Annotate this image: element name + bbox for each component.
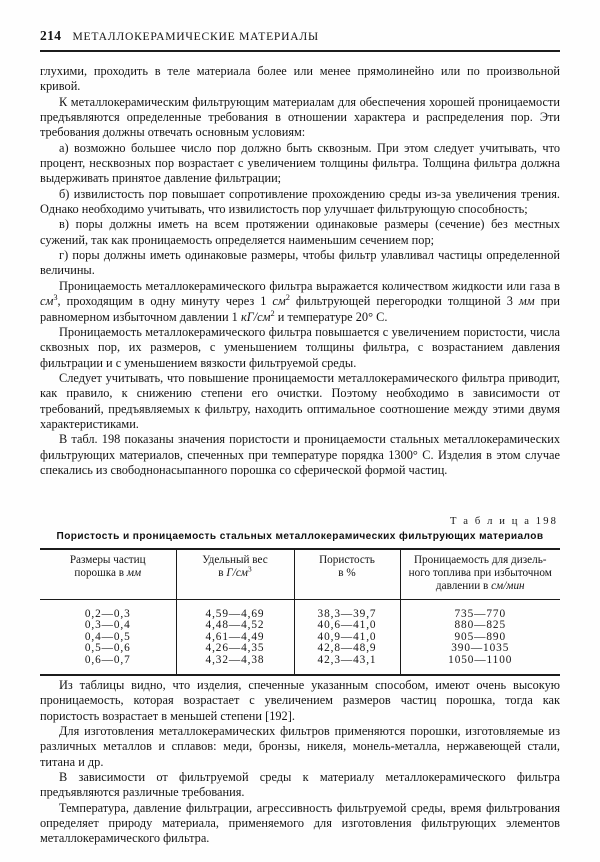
cell-permeability: 1050—1100 [400,655,560,674]
cell-permeability: 735—770 [400,599,560,620]
header-line-2: ного топлива при избыточном [408,567,552,580]
paragraph-7-permeability-definition [40,279,560,325]
cell-porosity: 40,6—41,0 [294,620,400,632]
p7-unit-kgcm2-exp: 2 [270,308,275,318]
column-header-porosity [294,549,400,599]
cell-porosity: 42,8—48,9 [294,643,400,655]
cell-particle-size: 0,6—0,7 [84,653,131,666]
running-title: МЕТАЛЛОКЕРАМИЧЕСКИЕ МАТЕРИАЛЫ [72,30,319,43]
table-row [40,655,560,674]
header-unit-gcm3: Г/см [226,567,248,580]
porosity-permeability-table [40,548,560,674]
column-header-specific-weight [176,549,294,599]
p7-unit-cm2-exp: 2 [285,293,290,303]
cell-permeability: 905—890 [400,632,560,644]
cell-specific-weight: 4,32—4,38 [176,655,294,674]
cell-particle-size: 0,3—0,4 [84,619,131,632]
header-rule [40,50,560,52]
header-line-1: Пористость [319,554,375,566]
table-bottom-rule [40,674,560,676]
paragraph-10: В табл. 198 показаны значения пористости и проницаемости стальных металлокерамических фильтрующих материалов, спеченных при температуре порядка 1300° С. Изделия в этом случае спекались из свободнонасыпанного порошка со сферической формой частиц. [40,432,560,477]
cell-porosity: 38,3—39,7 [294,599,400,620]
cell-particle-size: 0,4—0,5 [84,630,131,643]
header-line-2: порошка в [74,567,127,580]
cell-permeability: 390—1035 [400,643,560,655]
p7-part-d: при равномерном избыточном давлении 1 [40,294,560,324]
paragraph-12: Для изготовления металлокерамических фильтров применяются порошки, изготовляемые из различных металлов и сплавов: меди, бронзы, никеля, монель-металла, нержавеющей стали, титана и др. [40,724,560,769]
cell-specific-weight: 4,48—4,52 [176,620,294,632]
paragraph-11: Из таблицы видно, что изделия, спеченные указанным способом, имеют очень высокую проницаемость, которая возрастает с увеличением размеров частиц порошка, тогда как пористость возрастает в меньшей степени [192]. [40,678,560,723]
table-body [40,599,560,673]
paragraph-2: К металлокерамическим фильтрующим материалам для обеспечения хорошей проницаемости предъявляются определенные требования в отношении характера и распределения пор. Эти требования должны отвечать основным условиям: [40,94,560,140]
cell-porosity: 40,9—41,0 [294,632,400,644]
p7-unit-cm2: см [272,294,286,309]
p7-unit-cm3: см [40,294,54,309]
header-line-1: Проницаемость для дизель- [413,554,547,566]
p7-unit-mm: мм [518,294,535,309]
header-line-2: в % [338,567,356,580]
cell-specific-weight: 4,61—4,49 [176,632,294,644]
paragraph-5: в) поры должны иметь на всем протяжении одинаковые размеры (сечение) без местных сужений, так как проницаемость определяется наименьшим сечением пор; [40,217,560,247]
column-header-permeability [400,549,560,599]
paragraph-3: а) возможно большее число пор должно быть сквозным. При этом следует учитывать, что процент, несквозных пор возрастает с увеличением толщины фильтра. Толщина фильтра должна выдерживать принятое давление фильтрации; [40,140,560,186]
header-line-1: Удельный вес [202,554,268,566]
cell-particle-size: 0,5—0,6 [84,642,131,655]
table-block [40,516,560,676]
p7-part-a: Проницаемость металлокерамического фильтра выражается количеством жидкости или газа в [59,278,560,293]
p7-unit-cm3-exp: 3 [53,293,58,303]
p7-part-c: фильтрующей перегородки толщиной 3 [289,294,519,309]
body-text-bottom [40,678,560,847]
paragraph-14: Температура, давление фильтрации, агрессивность фильтруемой среды, время фильтрования определяет природу материала, применяемого для изготовления фильтрующих элементов металлокерамического фильтра. [40,800,560,846]
cell-specific-weight: 4,26—4,35 [176,643,294,655]
header-line-2: в [218,567,227,580]
cell-porosity: 42,3—43,1 [294,655,400,674]
body-text-top [40,64,560,478]
paragraph-9: Следует учитывать, что повышение проницаемости металлокерамического фильтра приводит, как правило, к снижению степени его очистки. Поэтому необходимо в зависимости от требований, предъявляемых к фильтру, находить оптимальное соотношение между этими двумя характеристиками. [40,370,560,431]
table-head [40,549,560,599]
p7-part-b: , проходящим в одну минуту через 1 [57,294,273,309]
cell-permeability: 880—825 [400,620,560,632]
table-row [40,599,560,620]
table-caption: Пористость и проницаемость стальных металлокерамических фильтрующих материалов [56,531,544,542]
running-head [40,28,560,44]
table-number: Т а б л и ц а 198 [449,516,558,527]
paragraph-13: В зависимости от фильтруемой среды к материалу металлокерамического фильтра предъявляются различные требования. [40,770,560,800]
header-unit-cmmin: см/мин [491,580,525,593]
header-line-3: давлении в [435,580,492,593]
p7-part-e: и температуре 20° С. [274,309,388,324]
paragraph-8: Проницаемость металлокерамического фильтра повышается с увеличением пористости, числа сквозных пор, их размеров, с уменьшением толщины фильтра, с возрастанием давления фильтрации и с уменьшением вязкости фильтруемой среды. [40,324,560,370]
table-header-row [40,549,560,599]
header-unit-mm: мм [126,567,142,580]
cell-specific-weight: 4,59—4,69 [176,599,294,620]
paragraph-1: глухими, проходить в теле материала более или менее прямолинейно или по произвольной кривой. [40,64,560,94]
p7-unit-kgcm2: кГ/см [240,309,271,324]
paragraph-6: г) поры должны иметь одинаковые размеры, чтобы фильтр улавливал частицы определенной величины. [40,248,560,278]
header-line-1: Размеры частиц [69,554,146,566]
paragraph-4: б) извилистость пор повышает сопротивление прохождению среды из-за увеличения трения. Однако необходимо учитывать, что извилистость пор улучшает фильтрующую способность; [40,186,560,217]
header-unit-gcm3-exp: 3 [247,564,252,574]
cell-particle-size: 0,2—0,3 [84,607,131,620]
column-header-particle-size [40,549,176,599]
page-number: 214 [40,28,62,43]
